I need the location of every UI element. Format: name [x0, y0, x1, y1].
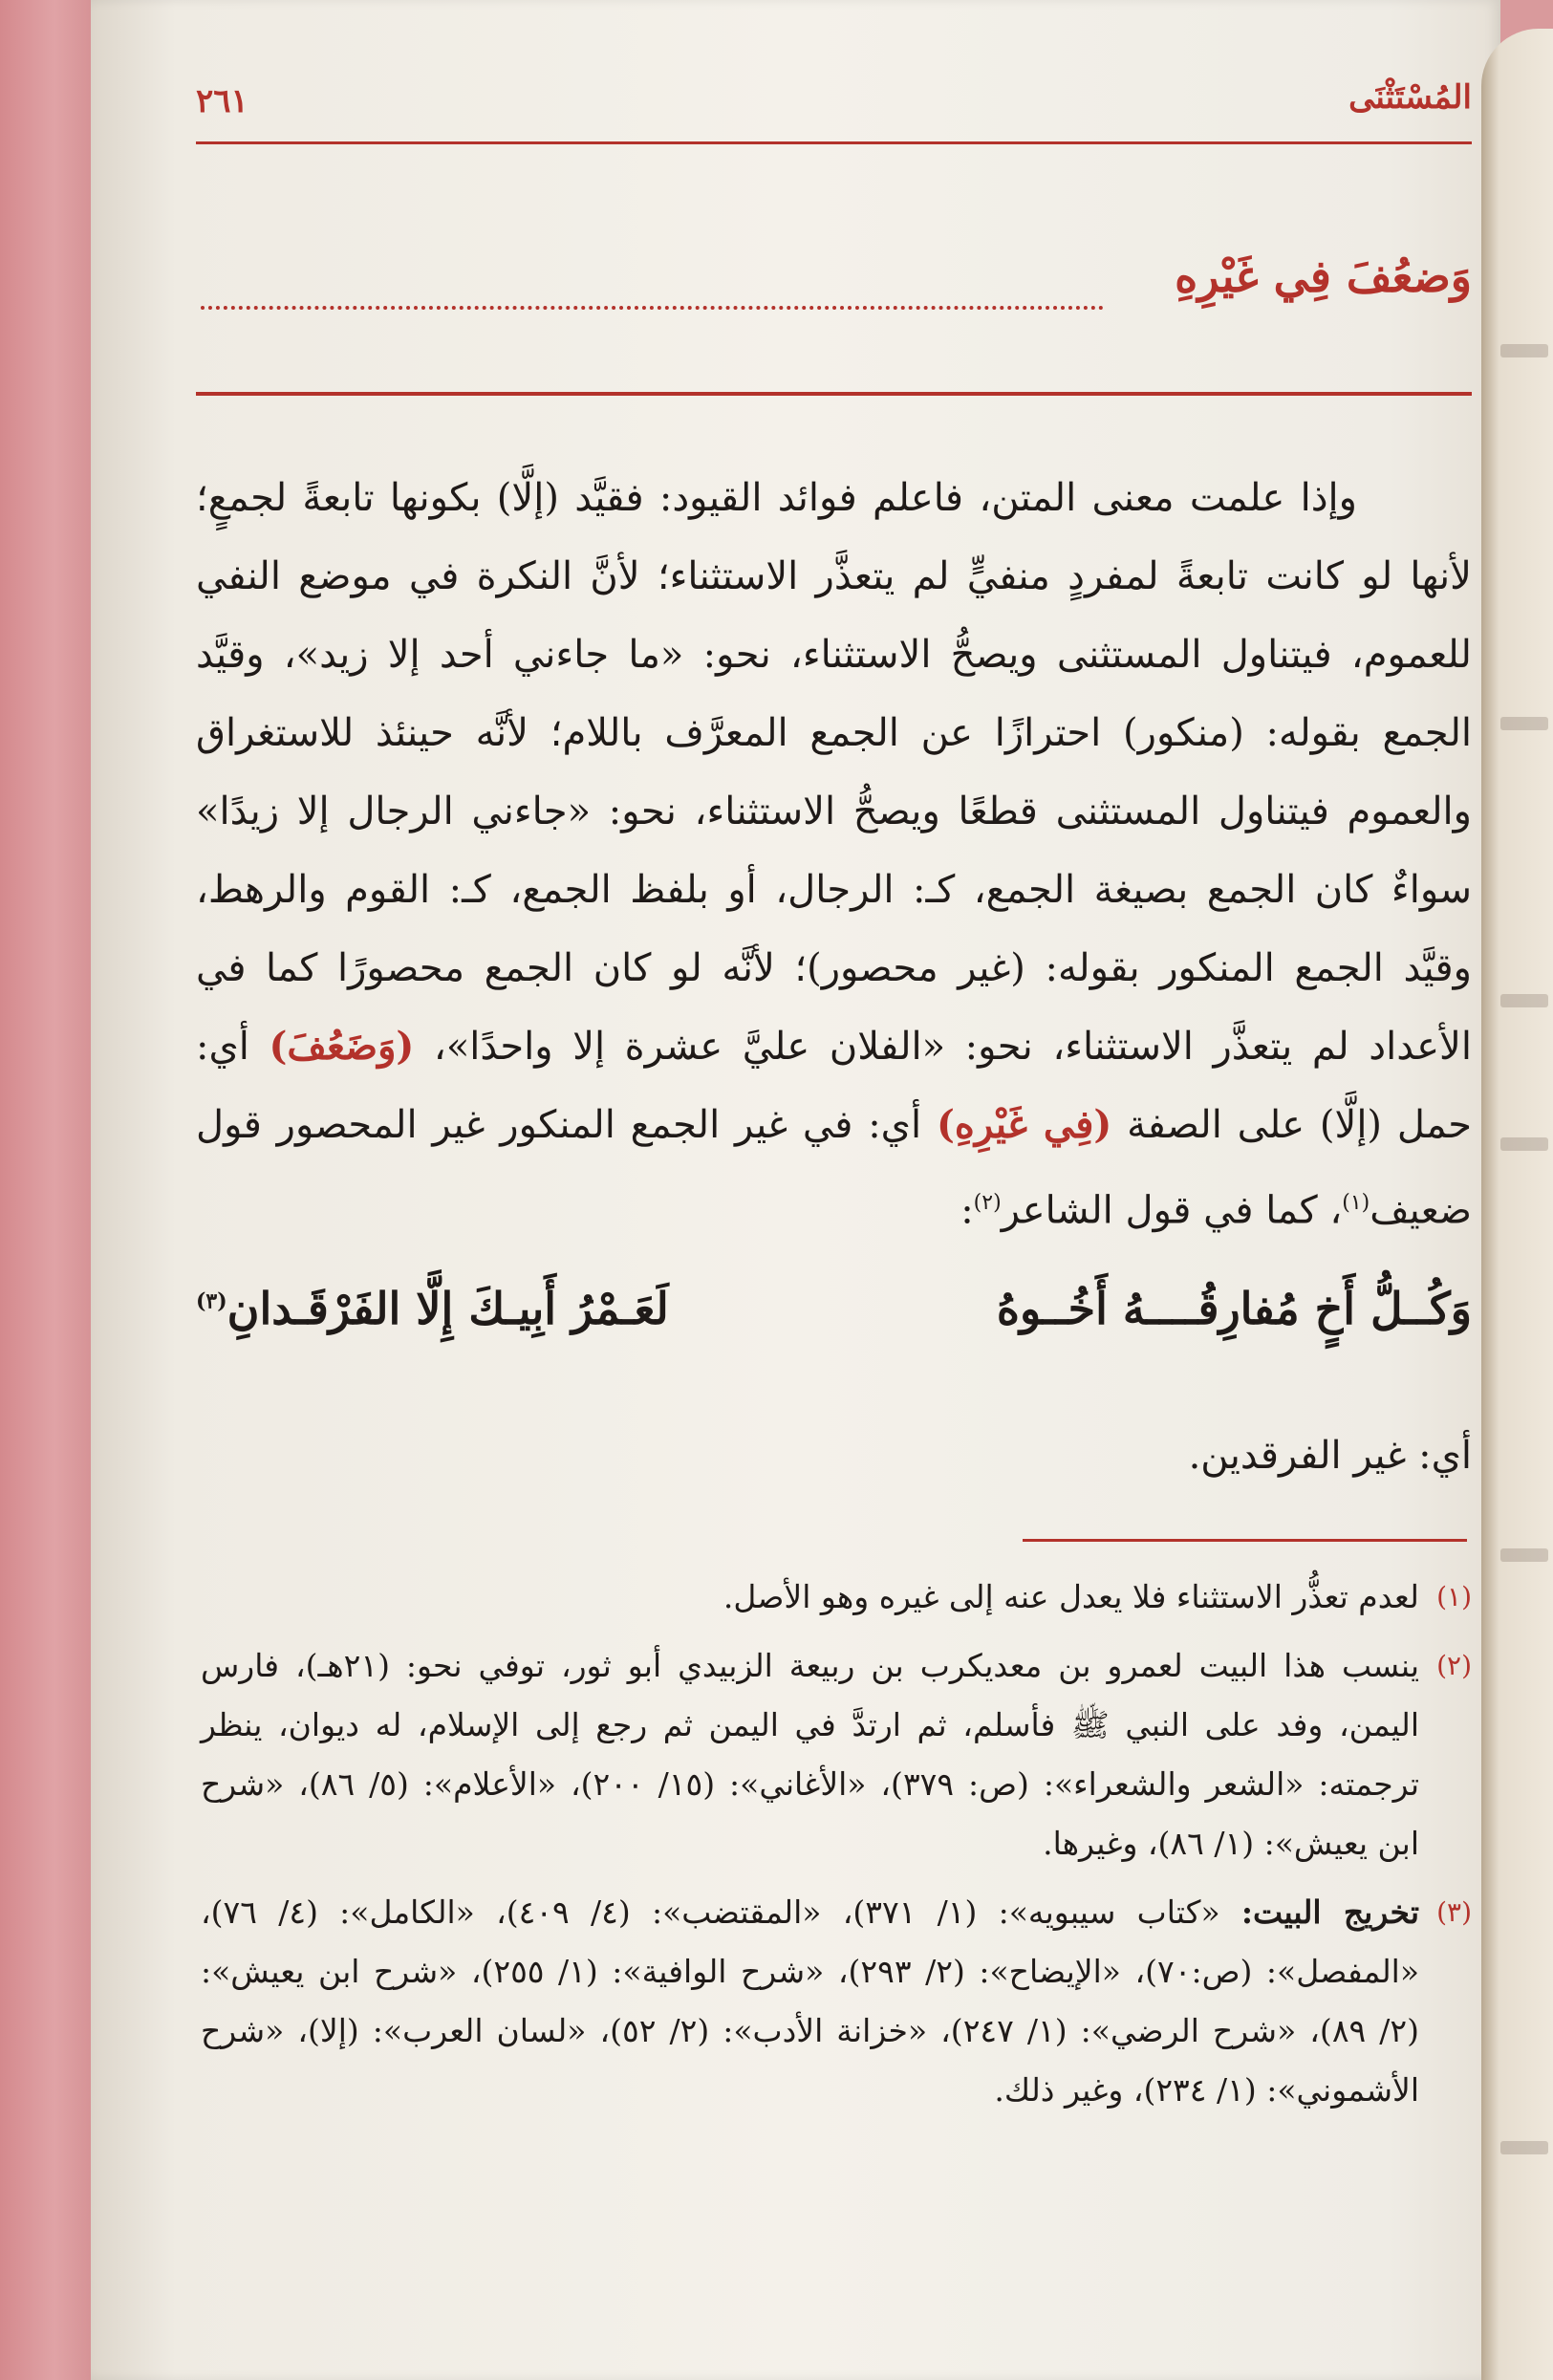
verse-second-hemistich-text: لَعَـمْرُ أَبِيـكَ إِلَّا الفَرْقَـدانِ: [226, 1283, 669, 1334]
ghost-text: [1500, 1548, 1548, 1562]
paragraph-segment: وإذا علمت معنى المتن، فاعلم فوائد القيود: فقيَّد (إلَّا) بكونها تابعةً لجمعٍ؛ لأنها لو كانت تابعةً لمفردٍ منفيٍّ لم يتعذَّر الاستثناء؛ لأنَّ النكرة في موضع النفي للعموم، فيتناول المستثنى ويصحُّ الاستثناء، نحو: «ما جاءني أحد إلا زيد»، وقيَّد الجمع بقوله: (منكور) احترازًا عن الجمع المعرَّف باللام؛ لأنَّه حينئذ للاستغراق والعموم فيتناول المستثنى قطعًا ويصحُّ الاستثناء، نحو: «جاءني الرجال إلا زيدًا» سواءٌ كان الجمع بصيغة الجمع، كـ: الرجال، أو بلفظ الجمع، كـ: القوم والرهط، وقيَّد الجمع المنكور بقوله: (غير محصور)؛ لأنَّه لو كان الجمع محصورًا كما في الأعداد لم يتعذَّر الاستثناء، نحو: «الفلان عليَّ عشرة إلا واحدًا»،: [196, 476, 1472, 1069]
footnote-text: لعدم تعذُّر الاستثناء فلا يعدل عنه إلى غيره وهو الأصل.: [723, 1578, 1419, 1615]
footnotes: [201, 1568, 1472, 2130]
section-title: وَضعُفَ فِي غَيْرِهِ: [1175, 250, 1472, 302]
verse: [196, 1283, 1472, 1359]
footnote-ref: (٢): [973, 1191, 1002, 1215]
header-rule: [196, 141, 1472, 144]
ghost-text: [1500, 994, 1548, 1007]
footnote-label: تخريج البيت:: [1240, 1893, 1420, 1931]
footnote-ref: (١): [1342, 1191, 1370, 1215]
highlighted-term: (فِي غَيْرِهِ): [936, 1102, 1112, 1147]
adjacent-page-edge: [1481, 29, 1553, 2380]
ghost-text: [1500, 344, 1548, 357]
paragraph-segment: أي: حمل (إلَّا) على الصفة: [196, 1025, 1473, 1147]
footnote-ref: (٣): [196, 1288, 227, 1314]
ghost-text: [1500, 1137, 1548, 1151]
footnote-rule: [1023, 1539, 1467, 1542]
footnote-item: [201, 1883, 1472, 2120]
paragraph-segment: أي: في غير الجمع المنكور غير المحصور قول ضعيف: [196, 1103, 1472, 1233]
footnote-text: ينسب هذا البيت لعمرو بن معديكرب بن ربيعة الزبيدي أبو ثور، توفي نحو: (٢١هـ)، فارس اليمن، وفد على النبي ﷺ فأسلم، ثم ارتدَّ في اليمن ثم رجع إلى الإسلام، له ديوان، ينظر ترجمته: «الشعر والشعراء»: (ص: ٣٧٩)، «الأغاني»: (١٥/ ٢٠٠)، «الأعلام»: (٥/ ٨٦)، «شرح ابن يعيش»: (١/ ٨٦)، وغيرها.: [201, 1647, 1419, 1862]
ghost-text: [1500, 2141, 1548, 2154]
page-number: ٢٦١: [196, 82, 248, 120]
footnote-item: [201, 1636, 1472, 1873]
page-header: [196, 69, 1472, 145]
verse-explanation: أي: غير الفرقدين.: [1188, 1434, 1472, 1478]
section-rule: [196, 392, 1472, 396]
footnote-item: [201, 1568, 1472, 1627]
book-edge: [0, 0, 91, 2380]
verse-second-hemistich: [196, 1283, 669, 1334]
dotted-leader: [201, 306, 1104, 310]
footnote-number: (١): [1436, 1581, 1472, 1612]
footnote-number: (٣): [1436, 1896, 1472, 1928]
running-title: المُسْتَثْنَى: [1348, 78, 1472, 117]
footnote-text: «كتاب سيبويه»: (١/ ٣٧١)، «المقتضب»: (٤/ ٤٠٩)، «الكامل»: (٤/ ٧٦)، «المفصل»: (ص:٧٠)، «الإيضاح»: (٢/ ٢٩٣)، «شرح الوافية»: (١/ ٢٥٥)، «شرح ابن يعيش»: (٢/ ٨٩)، «شرح الرضي»: (١/ ٢٤٧)، «خزانة الأدب»: (٢/ ٥٢)، «لسان العرب»: (إلا)، «شرح الأشموني»: (١/ ٢٣٤)، وغير ذلك.: [201, 1893, 1420, 2109]
highlighted-term: (وَضَعُفَ): [269, 1024, 415, 1069]
paragraph-segment: ، كما في قول الشاعر: [1001, 1188, 1343, 1233]
verse-first-hemistich: وَكُــلُّ أَخٍ مُفارِقُــــهُ أَخُــوهُ: [996, 1283, 1472, 1334]
main-paragraph: [196, 459, 1472, 1249]
footnote-number: (٢): [1436, 1650, 1472, 1681]
paragraph-segment: :: [960, 1188, 974, 1233]
body-text: [196, 459, 1472, 1249]
ghost-text: [1500, 717, 1548, 730]
